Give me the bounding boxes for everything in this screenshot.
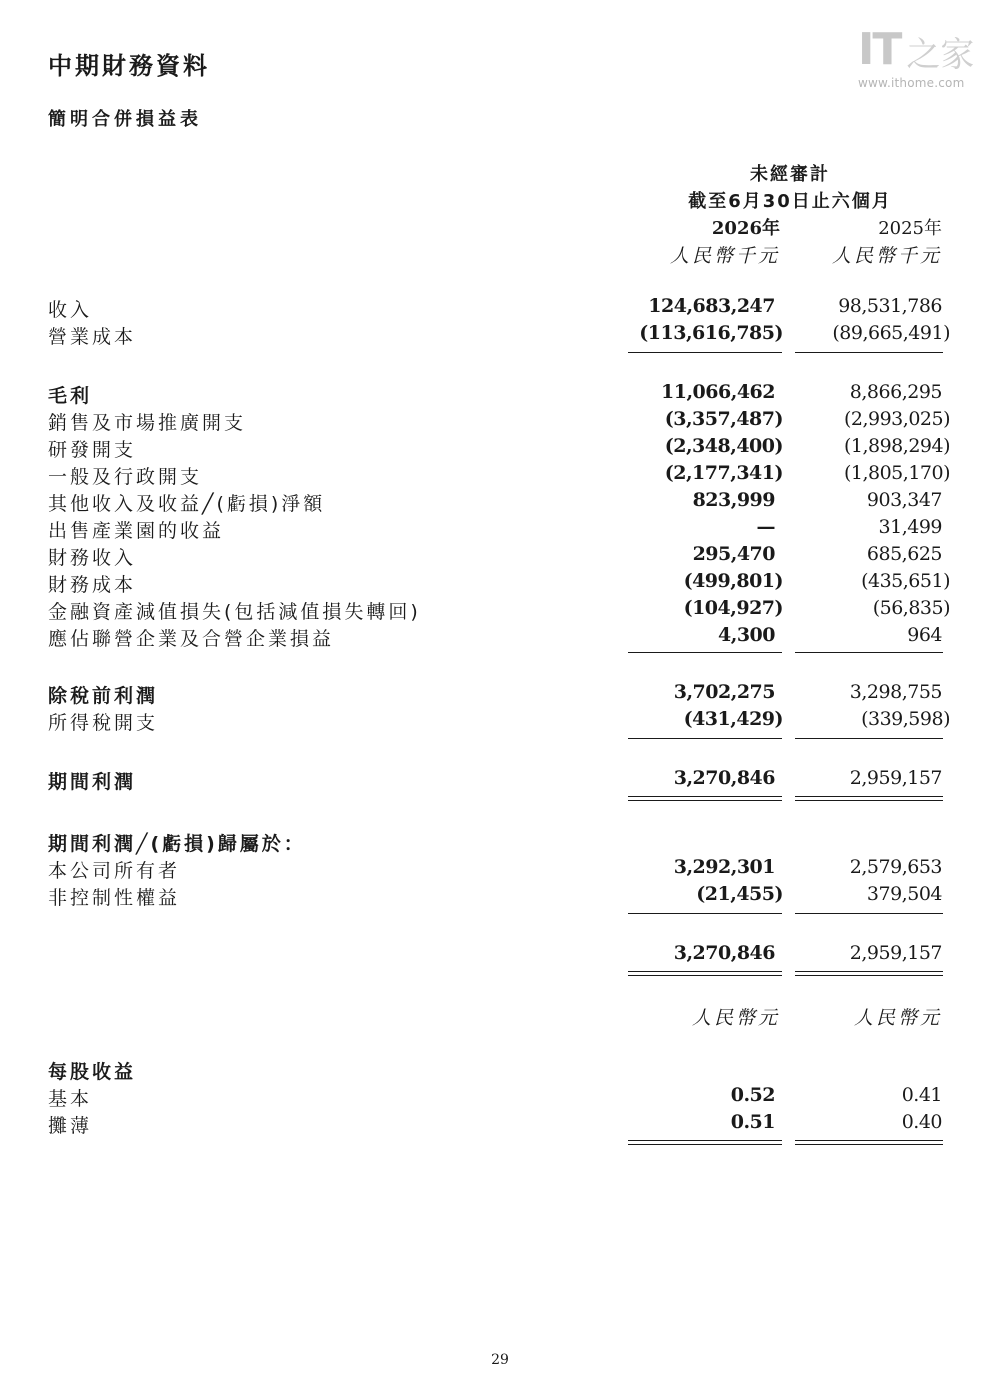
total-double-rule-bottom: [628, 975, 782, 976]
value-2025: 0.41: [901, 1084, 942, 1106]
subtotal-rule: [628, 913, 782, 914]
value-2025: 98,531,786: [838, 295, 942, 317]
value-2025: (1,898,294): [843, 435, 950, 457]
row-label: 研發開支: [48, 439, 137, 461]
row-label: 財務收入: [48, 547, 137, 569]
logo-cn-text: 之家: [906, 35, 975, 75]
row-label: 期間利潤╱(虧損)歸屬於：: [48, 833, 306, 855]
eps-currency-2025: 人民幣元: [853, 1007, 942, 1029]
header-period: 截至6月30日止六個月: [688, 191, 892, 212]
subtotal-rule: [795, 738, 943, 739]
table-row: [0, 1084, 1000, 1111]
row-label: 基本: [48, 1088, 93, 1110]
total-double-rule-bottom: [795, 1144, 943, 1145]
total-double-rule-bottom: [795, 800, 943, 801]
row-label: 本公司所有者: [48, 860, 181, 882]
statement-title: 簡明合併損益表: [48, 109, 202, 130]
table-row: [0, 408, 1000, 435]
value-2025: (435,651): [861, 570, 950, 592]
value-2026: 823,999: [692, 489, 775, 511]
value-2025: 2,579,653: [849, 856, 942, 878]
header-currency-2025: 人民幣千元: [831, 245, 942, 267]
row-label: 攤薄: [48, 1115, 93, 1137]
table-row: [0, 322, 1000, 349]
row-label: 期間利潤: [48, 771, 137, 793]
total-double-rule-top: [628, 796, 782, 797]
page-number: 29: [491, 1352, 509, 1368]
table-row: [0, 570, 1000, 597]
value-2025: (56,835): [872, 597, 950, 619]
value-2026: 3,292,301: [673, 856, 775, 878]
subtotal-rule: [795, 352, 943, 353]
table-row: [0, 829, 1000, 856]
logo-url: www.ithome.com: [858, 76, 965, 90]
value-2026: 3,270,846: [673, 767, 775, 789]
table-row: [0, 708, 1000, 735]
eps-currency-2026: 人民幣元: [691, 1007, 780, 1029]
header-unaudited: 未經審計: [750, 164, 830, 185]
value-2026: 11,066,462: [661, 381, 775, 403]
table-row: [0, 295, 1000, 322]
value-2025: 2,959,157: [849, 767, 942, 789]
value-2026: (104,927): [683, 597, 783, 619]
total-double-rule-top: [795, 1140, 943, 1141]
logo-it-text: IT: [858, 24, 901, 75]
row-label: 收入: [48, 299, 93, 321]
row-label: 一般及行政開支: [48, 466, 203, 488]
total-double-rule-bottom: [628, 800, 782, 801]
subtotal-rule: [628, 352, 782, 353]
total-double-rule-bottom: [795, 975, 943, 976]
table-row: [0, 856, 1000, 883]
value-2026: —: [756, 516, 775, 538]
value-2026: 0.52: [730, 1084, 775, 1106]
row-label: 營業成本: [48, 326, 137, 348]
value-2026: 4,300: [718, 624, 775, 646]
value-2026: 0.51: [730, 1111, 775, 1133]
row-label: 每股收益: [48, 1061, 137, 1083]
value-2025: 903,347: [866, 489, 942, 511]
table-row: [0, 681, 1000, 708]
header-year-2026: 2026年: [711, 218, 780, 239]
value-2025: (1,805,170): [843, 462, 950, 484]
value-2025: (2,993,025): [843, 408, 950, 430]
logo-mark: [858, 14, 986, 75]
header-currency-2026: 人民幣千元: [669, 245, 780, 267]
value-2025: 2,959,157: [849, 942, 942, 964]
value-2025: 685,625: [866, 543, 942, 565]
table-row: [0, 543, 1000, 570]
table-row: [0, 942, 1000, 969]
value-2025: 8,866,295: [849, 381, 942, 403]
row-label: 應佔聯營企業及合營企業損益: [48, 628, 335, 650]
value-2026: (2,348,400): [664, 435, 783, 457]
table-row: [0, 462, 1000, 489]
value-2026: 3,702,275: [673, 681, 775, 703]
subtotal-rule: [628, 738, 782, 739]
value-2025: 379,504: [866, 883, 942, 905]
ithome-logo: [858, 14, 986, 94]
table-row: [0, 883, 1000, 910]
row-label: 銷售及市場推廣開支: [48, 412, 247, 434]
value-2026: (3,357,487): [664, 408, 783, 430]
value-2025: (89,665,491): [832, 322, 950, 344]
value-2025: 964: [907, 624, 942, 646]
total-double-rule-top: [628, 971, 782, 972]
table-row: [0, 489, 1000, 516]
table-row: [0, 516, 1000, 543]
page-title: 中期財務資料: [48, 52, 210, 80]
row-label: 其他收入及收益╱(虧損)淨額: [48, 493, 326, 515]
value-2026: (2,177,341): [664, 462, 783, 484]
value-2026: (499,801): [683, 570, 783, 592]
total-double-rule-top: [795, 796, 943, 797]
value-2026: (113,616,785): [639, 322, 783, 344]
table-row: [0, 1057, 1000, 1084]
table-row: [0, 1111, 1000, 1138]
value-2026: (21,455): [696, 883, 783, 905]
total-double-rule-top: [628, 1140, 782, 1141]
subtotal-rule: [795, 913, 943, 914]
value-2026: 3,270,846: [673, 942, 775, 964]
row-label: 所得稅開支: [48, 712, 159, 734]
value-2026: 295,470: [692, 543, 775, 565]
value-2026: 124,683,247: [648, 295, 775, 317]
subtotal-rule: [795, 652, 943, 653]
row-label: 金融資產減值損失(包括減值損失轉回): [48, 601, 421, 623]
value-2025: 31,499: [878, 516, 942, 538]
table-row: [0, 767, 1000, 794]
value-2025: 3,298,755: [849, 681, 942, 703]
row-label: 毛利: [48, 385, 93, 407]
total-double-rule-bottom: [628, 1144, 782, 1145]
row-label: 除稅前利潤: [48, 685, 159, 707]
table-row: [0, 381, 1000, 408]
table-row: [0, 597, 1000, 624]
value-2025: (339,598): [861, 708, 950, 730]
row-label: 非控制性權益: [48, 887, 181, 909]
row-label: 出售產業園的收益: [48, 520, 225, 542]
row-label: 財務成本: [48, 574, 137, 596]
table-row: [0, 435, 1000, 462]
subtotal-rule: [628, 652, 782, 653]
value-2026: (431,429): [683, 708, 783, 730]
value-2025: 0.40: [901, 1111, 942, 1133]
header-year-2025: 2025年: [878, 218, 942, 239]
table-row: [0, 624, 1000, 651]
total-double-rule-top: [795, 971, 943, 972]
